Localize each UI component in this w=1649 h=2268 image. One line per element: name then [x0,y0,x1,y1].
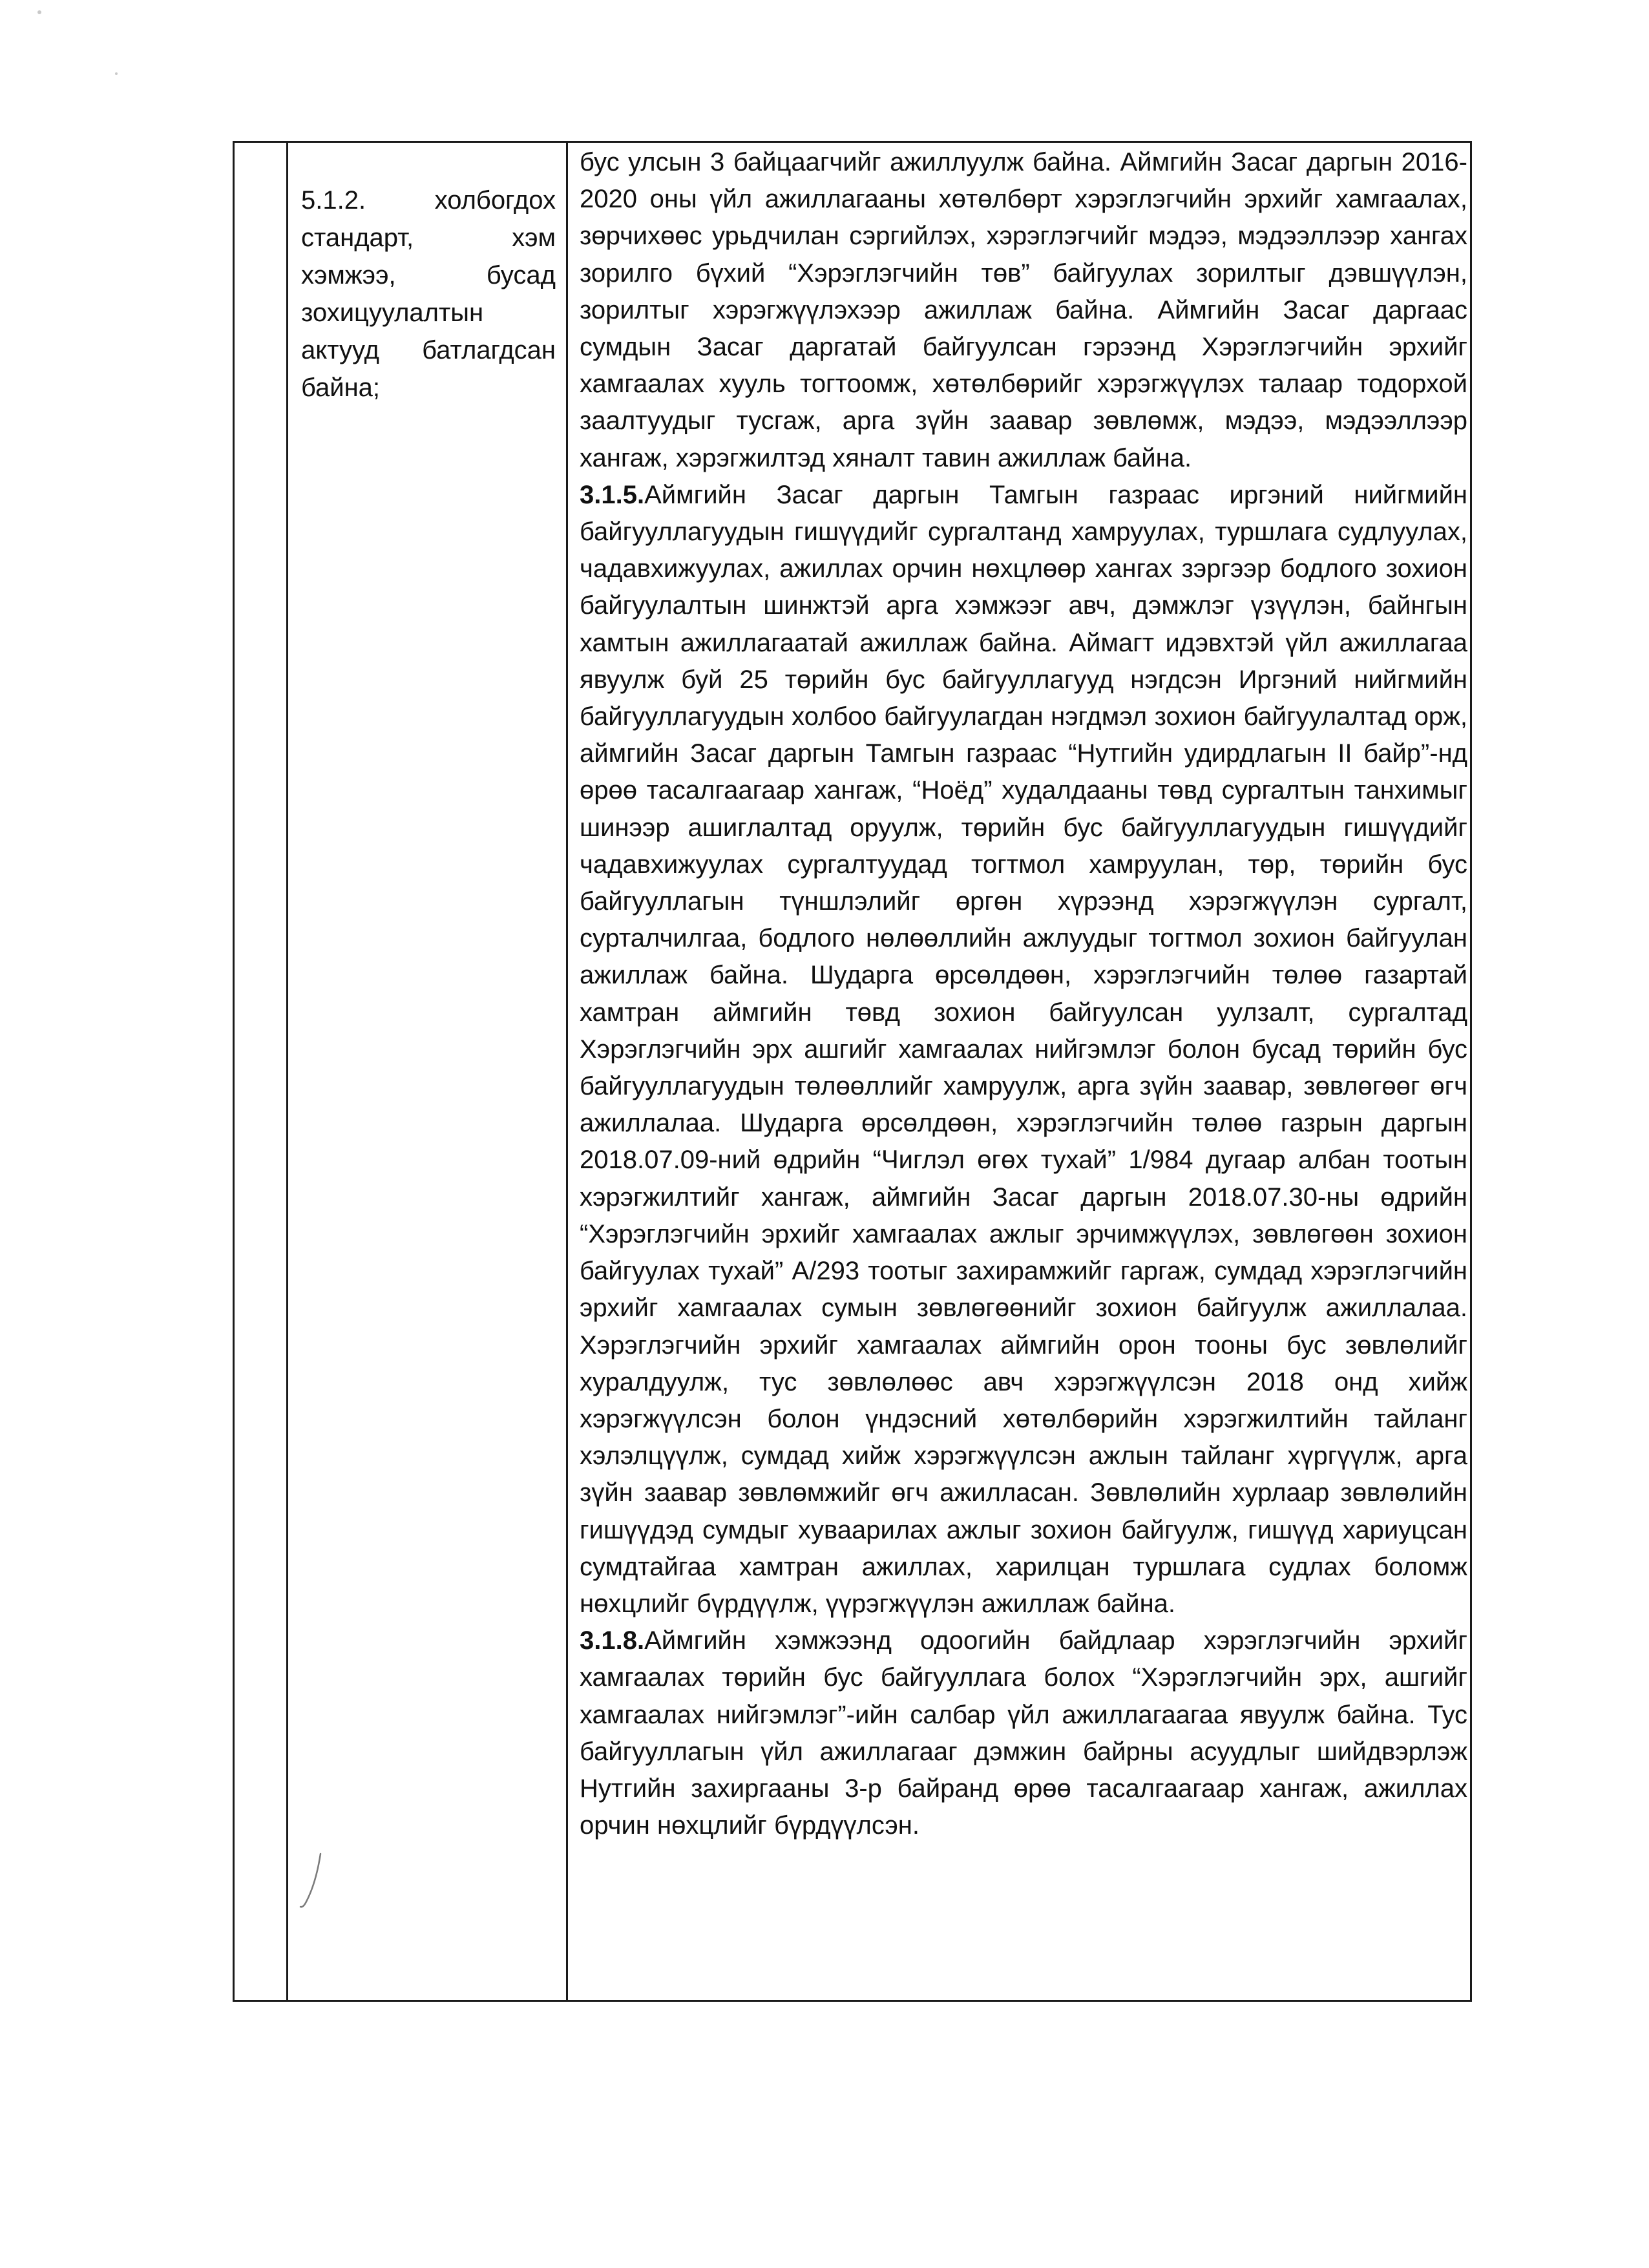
scan-speck [115,72,118,75]
paragraph-body: бус улсын 3 байцаагчийг ажиллуулж байна. Аймгийн Засаг даргын 2016-2020 оны үйл ажиллагааны хөтөлбөрт хэрэглэгчийн эрхийг хамгаалах, зөрчихөөс урьдчилан сэргийлэх, хэрэглэгчийг мэдээ, мэдээллээр хангах зорилго бүхий “Хэрэглэгчийн төв” байгуулах зорилтыг дэвшүүлэн, зорилтыг хэрэгжүүлэхээр ажиллаж байна. Аймгийн Засаг даргаас сумдын Засаг даргатай байгуулсан гэрээнд Хэрэглэгчийн эрхийг хамгаалах хууль тогтоомж, хөтөлбөрийг хэрэгжүүлэх талаар тодорхой заалтуудыг тусгаж, арга зүйн заавар зөвлөмж, мэдээ, мэдээллээр хангаж, хэрэгжилтэд хяналт тавин ажиллаж байна. [580,148,1467,472]
report-paragraph-2 [580,477,1467,1622]
paragraph-reference: 3.1.8. [580,1626,645,1655]
pen-mark [299,1851,324,1909]
report-column [568,143,1474,2000]
paragraph-body: Аймгийн Засаг даргын Тамгын газраас иргэний нийгмийн байгууллагуудын гишүүдийг сургалтанд хамруулах, туршлага судлуулах, чадавхижуулах, ажиллах орчин нөхцлөөр хангах зэргээр бодлого зохион байгуулалтын шинжтэй арга хэмжээг авч, дэмжлэг үзүүлэн, байнгын хамтын ажиллагаатай ажиллаж байна. Аймагт идэвхтэй үйл ажиллагаа явуулж буй 25 төрийн бус байгууллагууд нэгдсэн Иргэний нийгмийн байгууллагуудын холбоо байгуулагдан нэгдмэл зохион байгуулалтад орж, аймгийн Засаг даргын Тамгын газраас “Нутгийн удирдлагын II байр”-нд өрөө тасалгаагаар хангаж, “Ноёд” худалдааны төвд сургалтын танхимыг шинээр ашиглалтад оруулж, төрийн бус байгууллагуудын гишүүдийг чадавхижуулах сургалтуудад тогтмол хамруулан, төр, төрийн бус байгууллагын түншлэлийг өргөн хүрээнд хэрэгжүүлэн сургалт, сурталчилгаа, бодлого нөлөөллийн ажлуудыг тогтмол зохион байгуулан ажиллаж байна. Шударга өрсөлдөөн, хэрэглэгчийн төлөө газартай хамтран аймгийн төвд зохион байгуулсан уулзалт, сургалтад Хэрэглэгчийн эрх ашгийг хамгаалах нийгэмлэг болон бусад төрийн бус байгууллагуудын төлөөллийг хамруулж, арга зүйн заавар, зөвлөгөөг өгч ажиллалаа. Шударга өрсөлдөөн, хэрэглэгчийн төлөө газрын даргын 2018.07.09-ний өдрийн “Чиглэл өгөх тухай” 1/984 дугаар албан тоотын хэрэгжилтийг хангаж, аймгийн Засаг даргын 2018.07.30-ны өдрийн “Хэрэглэгчийн эрхийг хамгаалах ажлыг эрчимжүүлэх, зөвлөгөөн зохион байгуулах тухай” А/293 тоотыг захирамжийг гаргаж, сумдад хэрэглэгчийн эрхийг хамгаалах сумын зөвлөгөөнийг зохион байгуулж ажиллалаа. Хэрэглэгчийн эрхийг хамгаалах аймгийн орон тооны бус зөвлөлийг хуралдуулж, тус зөвлөлөөс авч хэрэгжүүлсэн 2018 онд хийж хэрэгжүүлсэн болон үндэсний хөтөлбөрийн хэрэгжилтийн тайланг хэлэлцүүлж, сумдад хийж хэрэгжүүлсэн ажлын тайланг хүргүүлж, арга зүйн заавар зөвлөмжийг өгч ажилласан. Зөвлөлийн хурлаар зөвлөлийн гишүүдэд сумдыг хуваарилах ажлыг зохион байгуулж, гишүүд хариуцсан сумдтайгаа хамтран ажиллах, харилцан туршлага судлах боломж нөхцлийг бүрдүүлж, үүрэгжүүлэн ажиллаж байна. [580,480,1467,1618]
scan-speck [37,10,41,14]
criterion-text: 5.1.2. холбогдох стандарт, хэм хэмжээ, бусад зохицуулалтын актууд батлагдсан байна; [301,186,556,402]
report-table [233,141,1472,2002]
report-paragraph-3 [580,1622,1467,1844]
number-column [235,143,288,2000]
paragraph-body: Аймгийн хэмжээнд одоогийн байдлаар хэрэглэгчийн эрхийг хамгаалах төрийн бус байгууллага болох “Хэрэглэгчийн эрх, ашгийг хамгаалах нийгэмлэг”-ийн салбар үйл ажиллагаагаа явуулж байна. Тус байгууллагын үйл ажиллагааг дэмжин байрны асуудлыг шийдвэрлэж Нутгийн захиргааны 3-р байранд өрөө тасалгаагаар хангаж, ажиллах орчин нөхцлийг бүрдүүлсэн. [580,1626,1467,1840]
paragraph-reference: 3.1.5. [580,480,645,509]
criterion-column [288,143,568,2000]
report-paragraph-1 [580,144,1467,477]
